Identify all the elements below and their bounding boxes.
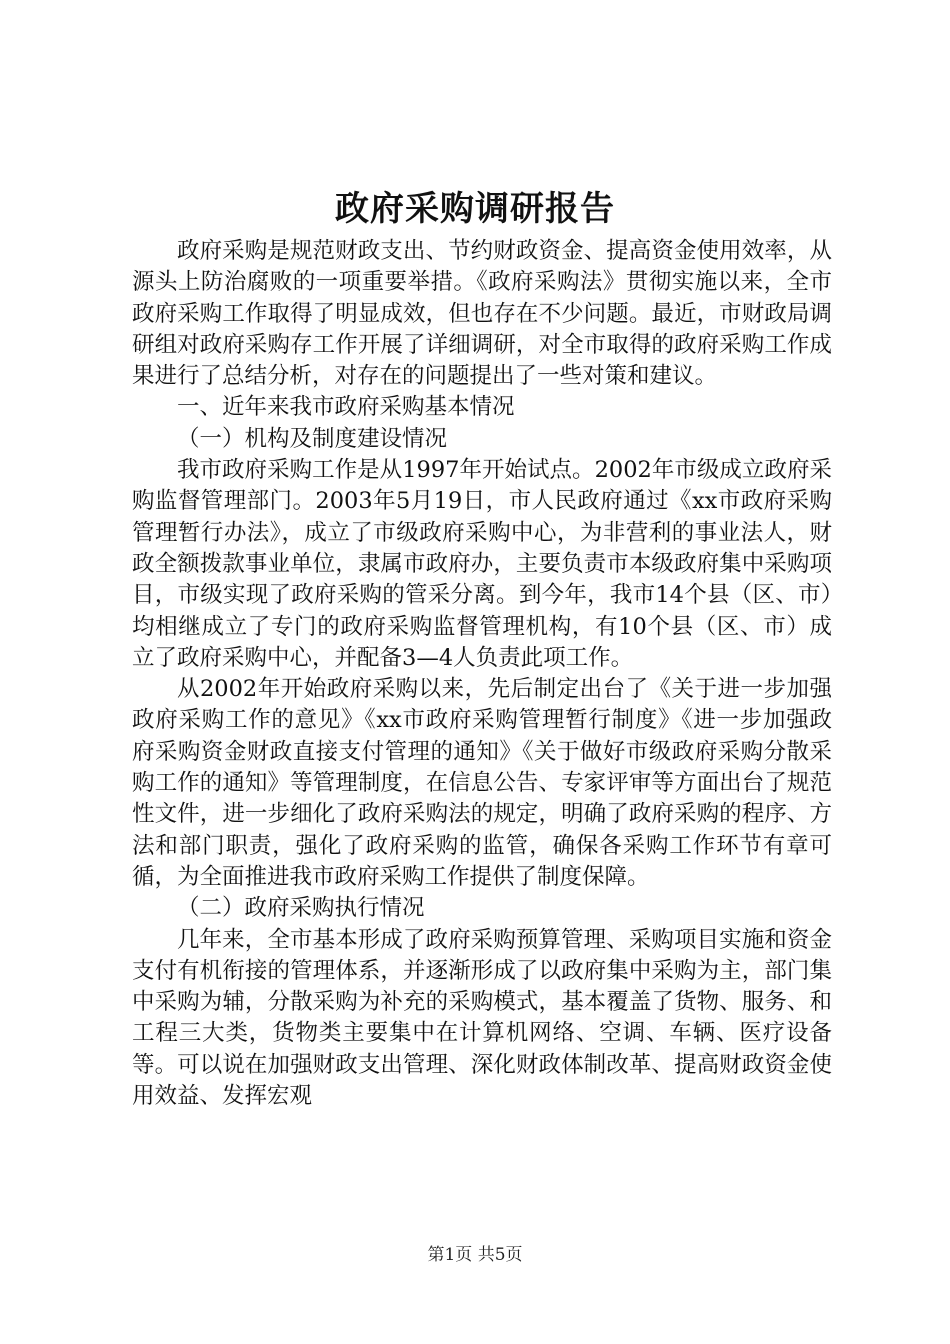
paragraph-regulations: 从2002年开始政府采购以来，先后制定出台了《关于进一步加强政府采购工作的意见》《xx市政府采购管理暂行制度》《进一步加强政府采购资金财政直接支付管理的通知》《关于做好市级政府采购分散采购工作的通知》等管理制度，在信息公告、专家评审等方面出台了规范性文件，进一步细化了政府采购法的规定，明确了政府采购的程序、方法和部门职责，强化了政府采购的监管，确保各采购工作环节有章可循，为全面推进我市政府采购工作提供了制度保障。 [132,676,832,890]
document-body [132,236,832,1112]
page-number-footer: 第1页 共5页 [427,1245,523,1265]
paragraph-intro: 政府采购是规范财政支出、节约财政资金、提高资金使用效率，从源头上防治腐败的一项重要举措。《政府采购法》贯彻实施以来，全市政府采购工作取得了明显成效，但也存在不少问题。最近，市财政局调研组对政府采购存工作开展了详细调研，对全市取得的政府采购工作成果进行了总结分析，对存在的问题提出了一些对策和建议。 [132,238,832,390]
section-heading-1: 一、近年来我市政府采购基本情况 [177,394,515,421]
subsection-heading-1: （一）机构及制度建设情况 [177,425,448,452]
paragraph-institutions: 我市政府采购工作是从1997年开始试点。2002年市级成立政府采购监督管理部门。2003年5月19日，市人民政府通过《xx市政府采购管理暂行办法》，成立了市级政府采购中心，为非营利的事业法人，财政全额拨款事业单位，隶属市政府办，主要负责市本级政府集中采购项目，市级实现了政府采购的管采分离。到今年，我市14个县（区、市）均相继成立了专门的政府采购监督管理机构，有10个县（区、市）成立了政府采购中心，并配备3—4人负责此项工作。 [132,457,832,671]
subsection-heading-2: （二）政府采购执行情况 [177,895,425,922]
paragraph-execution: 几年来，全市基本形成了政府采购预算管理、采购项目实施和资金支付有机衔接的管理体系，并逐渐形成了以政府集中采购为主，部门集中采购为辅，分散采购为补充的采购模式，基本覆盖了货物、服务、和工程三大类，货物类主要集中在计算机网络、空调、车辆、医疗设备等。可以说在加强财政支出管理、深化财政体制改革、提高财政资金使用效益、发挥宏观 [132,926,832,1110]
document-title: 政府采购调研报告 [335,189,615,229]
